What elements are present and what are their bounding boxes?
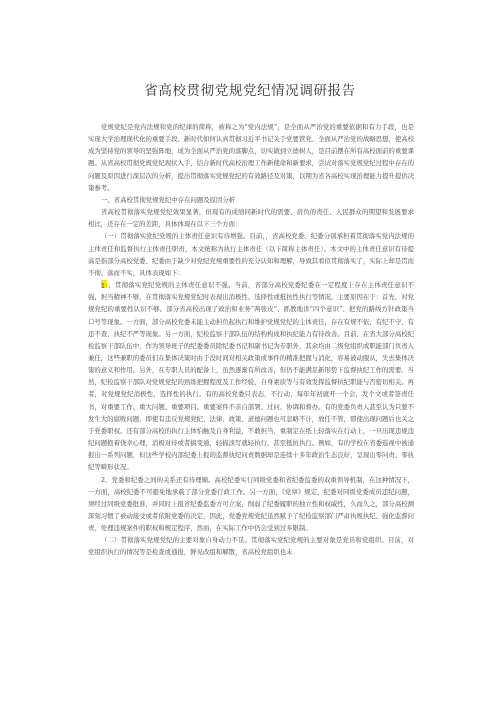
point-1-paragraph — [88, 279, 414, 474]
point-2-paragraph: 2、党委和纪委之间的关系还有待理顺。高校纪委实行同级党委和省纪委监委的双重领导机制，在这种情况下，一方面，高校纪委不可避免地承载了部分党委行政工作。另一方面，《党章》规定，纪委对同级党委成员违纪问题，须经过同级党委批准，并同时上报省纪委监委方可立案，削弱了纪委履职的独立性和权威性，久而久之，部分高校测深刻习惯了被动接受或者依附党委的决定，因此，党委党规党纪虽然赋予了纪检监察部门严肃执规执纪、强化监督问责、处理违规案件的职权和规定程序，然而，在实际工作中仍会受到过多限制。 — [88, 475, 414, 533]
subsection-1-paragraph: （一）贯彻落实党纪党规的主体责任意识有待增强。目前，，省高校党委、纪委分别承担着贯彻落实党内法规的主体责任和监督执行主体责任职责，本文统称为执行主体责任（以下简称主体责任）。本文中的主体责任意识有待提高是指部分高校党委、纪委由于缺少对党纪党规重要性的充分认知和理解，导致其看似贯彻落实了，实际上却是贯而不彻、落而不实，具体表现如下： — [88, 232, 414, 277]
intro-paragraph: 党规党纪是党内法规和党的纪律的简称，被称之为“党内法规”，是全面从严治党的重要依据和有力手段，也是实现大学治理现代化的重要手段。新时代如何认真贯彻习近平书记关于党要管党、全面从严治党的战略思想，使高校成为坚持党的领导的坚强阵地，成为全面从严治党的落脚点，切实做到立德树人，是目前摆在所有高校面前的重要课题。从省高校贯彻党规党纪现状入手，结合新时代高校治理工作新使命和新要求，尝试对落实党规党纪过程中存在的问题及原因进行深层次的分析，提出贯彻落实党规党纪的有效路径及对策，以期为省各高校实现治理能力提升提供决策参考。 — [88, 123, 414, 192]
point-1-text: 、贯彻落实党纪党规的主体责任意识不强。当前，省部分高校党委纪委在一定程度上存在主体责任意识不强，担当精神不够，在贯彻落实党规党纪时表现出消极性、选择性或抵抗性执行等情况。主要原因在于：首先，对党规党纪的重要性认识不够。部分省高校出现了政治和业务“两张皮”、抓教地讲“四个意识”、把党的路线方针政策当口号等现象。一方面，部分高校党委未能主动担负起执行和维护党规党纪的主体责任，存在有规不依、有纪不守、有违不查、执纪不严等现象。另一方面，纪检监察干部队伍的结构构成和执纪能力有待改善。目前，在省大部分高校纪检监察干部队伍中，作为领导班子的纪委委员除纪委书记和副书记为专职外，其余均由二级党组织或职能部门负责人兼任，这些兼职的委员们在集体决策时由于没时间对相关政策或事件的精准把握与消化，容易被动服从，失去集体决策的意义和作用。另外，在专职人员的配备上，虽然逐渐有所改善，但仍不能满足新形势下监督执纪工作的需要。当然，纪检监察干部队对党规党纪的熟练把握程度及工作经验、自身素质等与有效发挥监督执纪职能与否密切相关。再者，对党规党纪消极性、选择性的执行。有的高校党委只表态，不行动，每年年初就开一个会，发个文或者签责任书，对重要工作、重大问题、重要项目、重要案件不亲自部署、过问、协调和督办。有的党委负责人甚至认为只要不发生大的腐败问题，即使有违反党规党纪、法律、政策、道德问题也可忽略不计，放任不管，即使出现问题后也关之于党委职权。还有部分高校的执行主体怕触及自身利益，不敢担当，重制定在纸上轻落实在行动上，一旦出现违规违纪问题抱着侥幸心理，消极对待或者搞变通，轻描淡写就轻执行，甚至抵抗执行。例如，有的学校在省委巡视中被通报出一系列问题，但这些学校内部纪委上报的监督执纪问责数据却是连续十多年政治生态良好，呈现出零问责、零执纪等畸形状况。 — [88, 281, 414, 472]
section-intro-paragraph: 省高校贯彻落实党规党纪效果显著，但现有的成绩同新时代的需要、肩负的责任、人民群众的期望和发展要求相比，还存在一定的差距，具体体现在以下三个方面： — [88, 208, 414, 229]
subsection-2-paragraph: （二）贯彻落实党规党纪的主要对象自身动力不足。贯彻落实党纪党规的主要对象是党员和党组织。目前，对党组织执行的情况等是检查或通报，鲜见改组和解散，省高校党组织也未 — [88, 536, 414, 557]
highlighted-number-marker: 1 — [101, 282, 106, 291]
document-body — [88, 121, 414, 559]
document-title: 省高校贯彻党规党纪情况调研报告 — [144, 83, 356, 99]
section-heading: 一、省高校贯彻党规党纪中存在问题及原因分析 — [101, 195, 236, 204]
